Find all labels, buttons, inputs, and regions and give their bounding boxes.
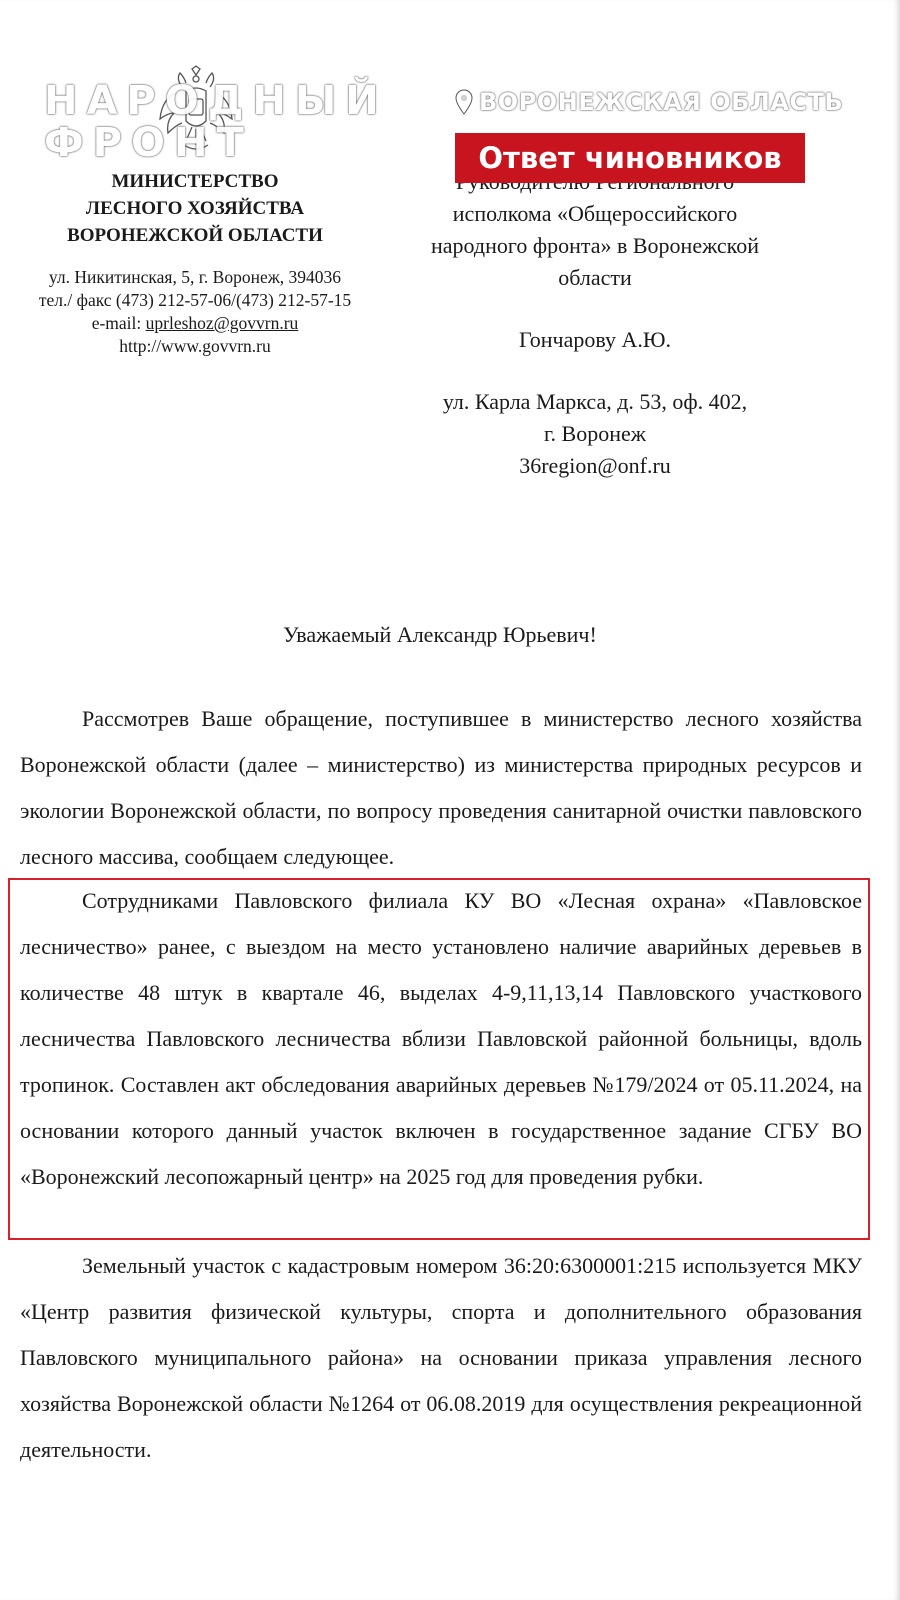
- paragraph-intro: Рассмотрев Ваше обращение, поступившее в министерство лесного хозяйства Воронежской области (далее – министерство) из министерства природных ресурсов и экологии Воронежской области, по вопросу проведения санитарной очистки павловского лесного массива, сообщаем следующее.: [20, 706, 862, 869]
- ministry-phone-fax: тел./ факс (473) 212-57-06/(473) 212-57-15: [38, 290, 352, 310]
- email-prefix: e-mail:: [91, 313, 146, 333]
- addressee-address-line: ул. Карла Маркса, д. 53, оф. 402,: [442, 389, 748, 414]
- addressee-address-line: г. Воронеж: [544, 421, 646, 446]
- salutation: Уважаемый Александр Юрьевич!: [283, 622, 597, 647]
- addressee-name: Гончарову А.Ю.: [518, 327, 672, 352]
- ministry-line: МИНИСТЕРСТВО: [111, 171, 279, 192]
- ministry-email-link[interactable]: uprleshoz@govvrn.ru: [145, 313, 299, 333]
- ministry-line: ВОРОНЕЖСКОЙ ОБЛАСТИ: [67, 225, 323, 246]
- ministry-address: ул. Никитинская, 5, г. Воронеж, 394036: [48, 267, 342, 287]
- addressee-email: 36region@onf.ru: [519, 453, 671, 478]
- addressee-block: [390, 166, 800, 482]
- ministry-line: ЛЕСНОГО ХОЗЯЙСТВА: [85, 198, 305, 219]
- addressee-position-line: области: [558, 265, 632, 290]
- ministry-email-row: [20, 312, 370, 335]
- paragraph-findings: Сотрудниками Павловского филиала КУ ВО «Лесная охрана» «Павловское лесничество» ранее, с выездом на место установлено наличие аварийных деревьев в количестве 48 штук в квартале 46, выделах 4-9,11,13,14 Павловского участкового лесничества Павловского лесничества вблизи Павловской районной больницы, вдоль тропинок. Составлен акт обследования аварийных деревьев №179/2024 от 05.11.2024, на основании которого данный участок включен в государственное задание СГБУ ВО «Воронежский лесопожарный центр» на 2025 год для проведения рубки.: [20, 888, 862, 1189]
- ministry-website-link[interactable]: http://www.govvrn.ru: [119, 336, 271, 356]
- watermark-logo: [44, 80, 388, 164]
- ministry-name: [30, 168, 360, 249]
- region-text: ВОРОНЕЖСКАЯ ОБЛАСТЬ: [479, 88, 844, 116]
- addressee-position-line: народного фронта» в Воронежской: [430, 233, 760, 258]
- addressee-position-line: исполкома «Общероссийского: [452, 201, 738, 226]
- officials-response-badge: Ответ чиновников: [455, 133, 805, 183]
- highlight-frame: [8, 878, 870, 1240]
- watermark-line: НАРОДНЫЙ: [44, 78, 388, 124]
- ministry-contacts: [20, 266, 370, 358]
- map-pin-icon: [455, 89, 473, 115]
- watermark-line: ФРОНТ: [44, 120, 253, 166]
- region-label: [455, 88, 843, 116]
- paragraph-land-plot: Земельный участок с кадастровым номером 36:20:6300001:215 используется МКУ «Центр развития физической культуры, спорта и дополнительного образования Павловского муниципального района» на основании приказа управления лесного хозяйства Воронежской области №1264 от 06.08.2019 для осуществления рекреационной деятельности.: [20, 1253, 862, 1462]
